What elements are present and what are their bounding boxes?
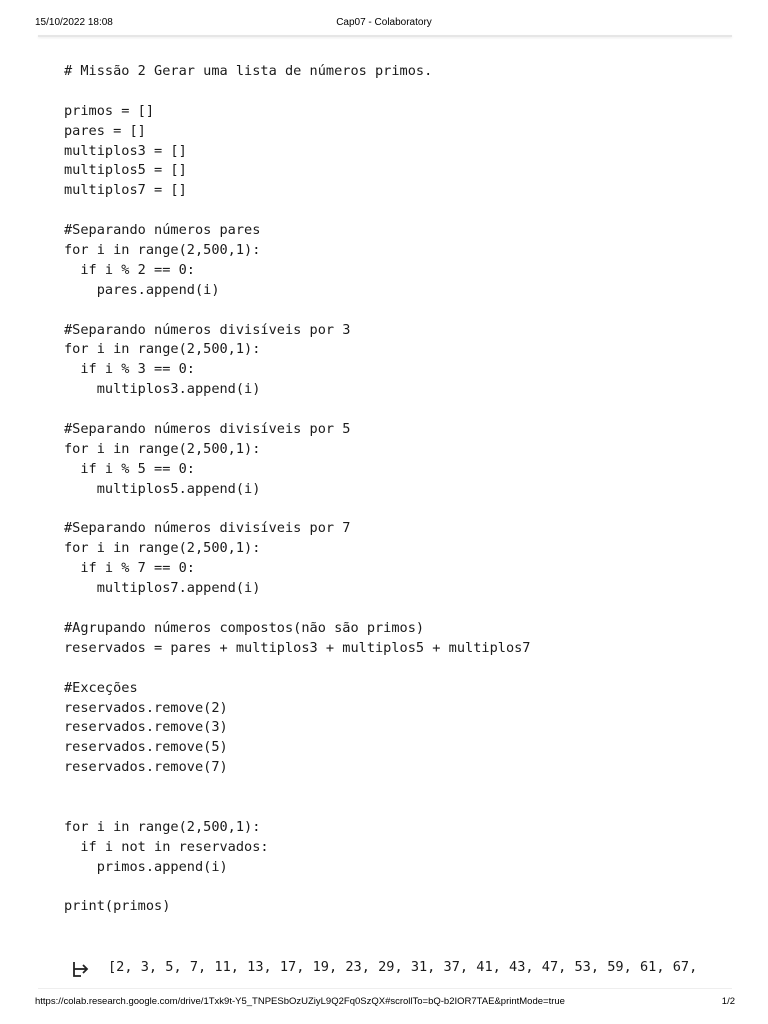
code-line: primos.append(i)	[64, 858, 228, 875]
code-line: multiplos3.append(i)	[64, 381, 261, 398]
code-line	[64, 798, 744, 818]
code-line: if i % 7 == 0:	[64, 560, 195, 577]
code-line	[64, 301, 744, 321]
code-line: pares.append(i)	[64, 281, 220, 298]
code-line	[64, 878, 744, 898]
bottom-divider	[38, 988, 732, 989]
code-line: for i in range(2,500,1):	[64, 818, 261, 835]
code-line: if i % 3 == 0:	[64, 361, 195, 378]
cell-output	[64, 958, 754, 982]
code-line: reservados = pares + multiplos3 + multiplos5 + multiplos7	[64, 639, 531, 656]
print-footer	[0, 992, 768, 1012]
top-divider	[38, 35, 732, 37]
code-line: #Separando números pares	[64, 222, 261, 239]
page-url: https://colab.research.google.com/drive/1Txk9t-Y5_TNPESbOzUZiyL9Q2Fq0SzQX#scrollTo=bQ-b2IOR7TAE&printMode=true	[35, 996, 565, 1007]
code-line: #Separando números divisíveis por 3	[64, 321, 351, 338]
code-line: for i in range(2,500,1):	[64, 540, 261, 557]
code-cell[interactable]	[64, 62, 744, 917]
code-line: # Missão 2 Gerar uma lista de números primos.	[64, 63, 433, 79]
code-line: reservados.remove(3)	[64, 719, 228, 736]
code-line: #Separando números divisíveis por 5	[64, 421, 351, 438]
print-datetime: 15/10/2022 18:08	[35, 17, 113, 28]
code-line	[64, 659, 744, 679]
code-line: multiplos3 = []	[64, 142, 187, 159]
code-line	[64, 201, 744, 221]
print-header	[0, 0, 768, 34]
code-line	[64, 400, 744, 420]
code-line: if i not in reservados:	[64, 838, 269, 855]
code-line: reservados.remove(5)	[64, 739, 228, 756]
code-line: for i in range(2,500,1):	[64, 242, 261, 259]
code-line: #Agrupando números compostos(não são primos)	[64, 619, 425, 636]
code-line: multiplos7 = []	[64, 182, 187, 199]
code-line: pares = []	[64, 122, 146, 139]
code-line: multiplos7.append(i)	[64, 580, 261, 597]
code-line: #Separando números divisíveis por 7	[64, 520, 351, 537]
output-text: [2, 3, 5, 7, 11, 13, 17, 19, 23, 29, 31, 37, 41, 43, 47, 53, 59, 61, 67,	[108, 959, 698, 975]
code-line: reservados.remove(2)	[64, 699, 228, 716]
code-line: for i in range(2,500,1):	[64, 341, 261, 358]
code-line: primos = []	[64, 102, 155, 119]
code-line: #Exceções	[64, 679, 138, 696]
code-line: multiplos5 = []	[64, 162, 187, 179]
code-line: print(primos)	[64, 898, 171, 915]
code-line: reservados.remove(7)	[64, 759, 228, 776]
code-line	[64, 82, 744, 102]
code-line: for i in range(2,500,1):	[64, 440, 261, 457]
code-line: if i % 2 == 0:	[64, 261, 195, 278]
code-line	[64, 778, 744, 798]
code-line: multiplos5.append(i)	[64, 480, 261, 497]
output-arrow-icon[interactable]	[72, 960, 90, 978]
code-line: if i % 5 == 0:	[64, 460, 195, 477]
page-number: 1/2	[721, 996, 735, 1007]
code-line	[64, 500, 744, 520]
code-line	[64, 599, 744, 619]
page-title: Cap07 - Colaboratory	[336, 17, 432, 28]
